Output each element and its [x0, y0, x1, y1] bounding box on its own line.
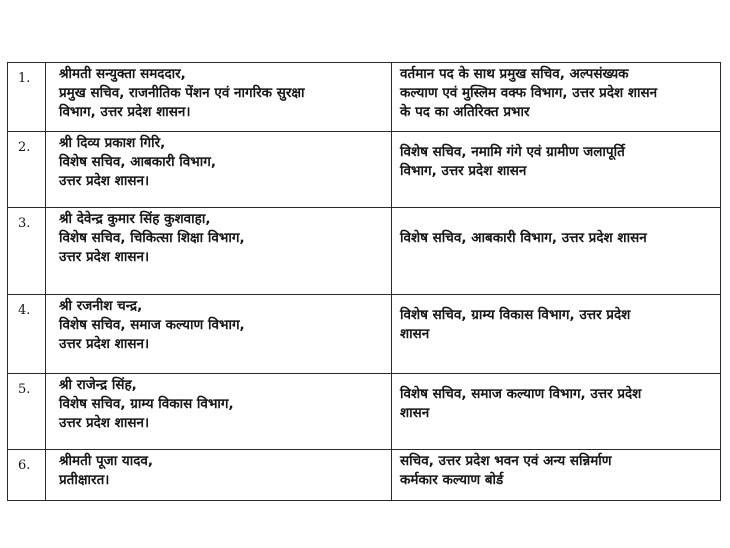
officer-line: विशेष सचिव, ग्राम्य विकास विभाग, [59, 396, 234, 412]
new-post-cell [392, 374, 721, 450]
serial-number: 2. [8, 132, 46, 208]
officer-line: उत्तर प्रदेश शासन। [59, 173, 150, 189]
serial-number: 1. [8, 63, 46, 132]
officer-cell [46, 208, 392, 295]
officer-line: उत्तर प्रदेश शासन। [59, 415, 150, 431]
post-line: विशेष सचिव, नमामि गंगे एवं ग्रामीण जलापूर्ति [400, 144, 625, 160]
table-row [8, 63, 721, 132]
officer-line: श्री रजनीश चन्द्र, [59, 298, 143, 314]
new-post-cell [392, 63, 721, 132]
officer-line: श्री देवेन्द्र कुमार सिंह कुशवाहा, [59, 211, 211, 227]
post-line: शासन [400, 326, 430, 342]
officer-line: विशेष सचिव, समाज कल्याण विभाग, [59, 317, 245, 333]
officer-cell [46, 63, 392, 132]
officer-line: प्रतीक्षारत। [59, 472, 110, 488]
officer-line: विशेष सचिव, चिकित्सा शिक्षा विभाग, [59, 230, 245, 246]
table-row [8, 450, 721, 501]
new-post-cell [392, 295, 721, 374]
table-row [8, 132, 721, 208]
officer-line: विभाग, उत्तर प्रदेश शासन। [59, 104, 191, 120]
officer-line: श्री दिव्य प्रकाश गिरि, [59, 135, 166, 151]
officer-cell [46, 450, 392, 501]
officer-line: श्रीमती सन्युक्ता समददार, [59, 66, 186, 82]
officer-cell [46, 295, 392, 374]
serial-number: 5. [8, 374, 46, 450]
new-post-cell [392, 450, 721, 501]
table-row [8, 374, 721, 450]
new-post-cell [392, 208, 721, 295]
post-line: विभाग, उत्तर प्रदेश शासन [400, 163, 527, 179]
officer-cell [46, 132, 392, 208]
officer-line: श्रीमती पूजा यादव, [59, 453, 154, 469]
post-line: विशेष सचिव, ग्राम्य विकास विभाग, उत्तर प्रदेश [400, 307, 631, 323]
transfer-order-table [7, 62, 721, 501]
table-row [8, 295, 721, 374]
post-line: कर्मकार कल्याण बोर्ड [400, 472, 504, 488]
officer-line: विशेष सचिव, आबकारी विभाग, [59, 154, 217, 170]
officer-line: उत्तर प्रदेश शासन। [59, 336, 150, 352]
serial-number: 6. [8, 450, 46, 501]
post-line: सचिव, उत्तर प्रदेश भवन एवं अन्य सन्निर्माण [400, 453, 612, 469]
post-line: विशेष सचिव, आबकारी विभाग, उत्तर प्रदेश शासन [400, 230, 647, 246]
officer-line: उत्तर प्रदेश शासन। [59, 249, 150, 265]
officer-line: प्रमुख सचिव, राजनीतिक पेंशन एवं नागरिक सुरक्षा [59, 85, 305, 101]
post-line: वर्तमान पद के साथ प्रमुख सचिव, अल्पसंख्यक [400, 66, 629, 82]
post-line: शासन [400, 405, 430, 421]
post-line: विशेष सचिव, समाज कल्याण विभाग, उत्तर प्रदेश [400, 386, 642, 402]
table-row [8, 208, 721, 295]
serial-number: 3. [8, 208, 46, 295]
officer-line: श्री राजेन्द्र सिंह, [59, 377, 137, 393]
new-post-cell [392, 132, 721, 208]
post-line: कल्याण एवं मुस्लिम वक्फ विभाग, उत्तर प्रदेश शासन [400, 85, 658, 101]
officer-cell [46, 374, 392, 450]
serial-number: 4. [8, 295, 46, 374]
post-line: के पद का अतिरिक्त प्रभार [400, 104, 530, 120]
